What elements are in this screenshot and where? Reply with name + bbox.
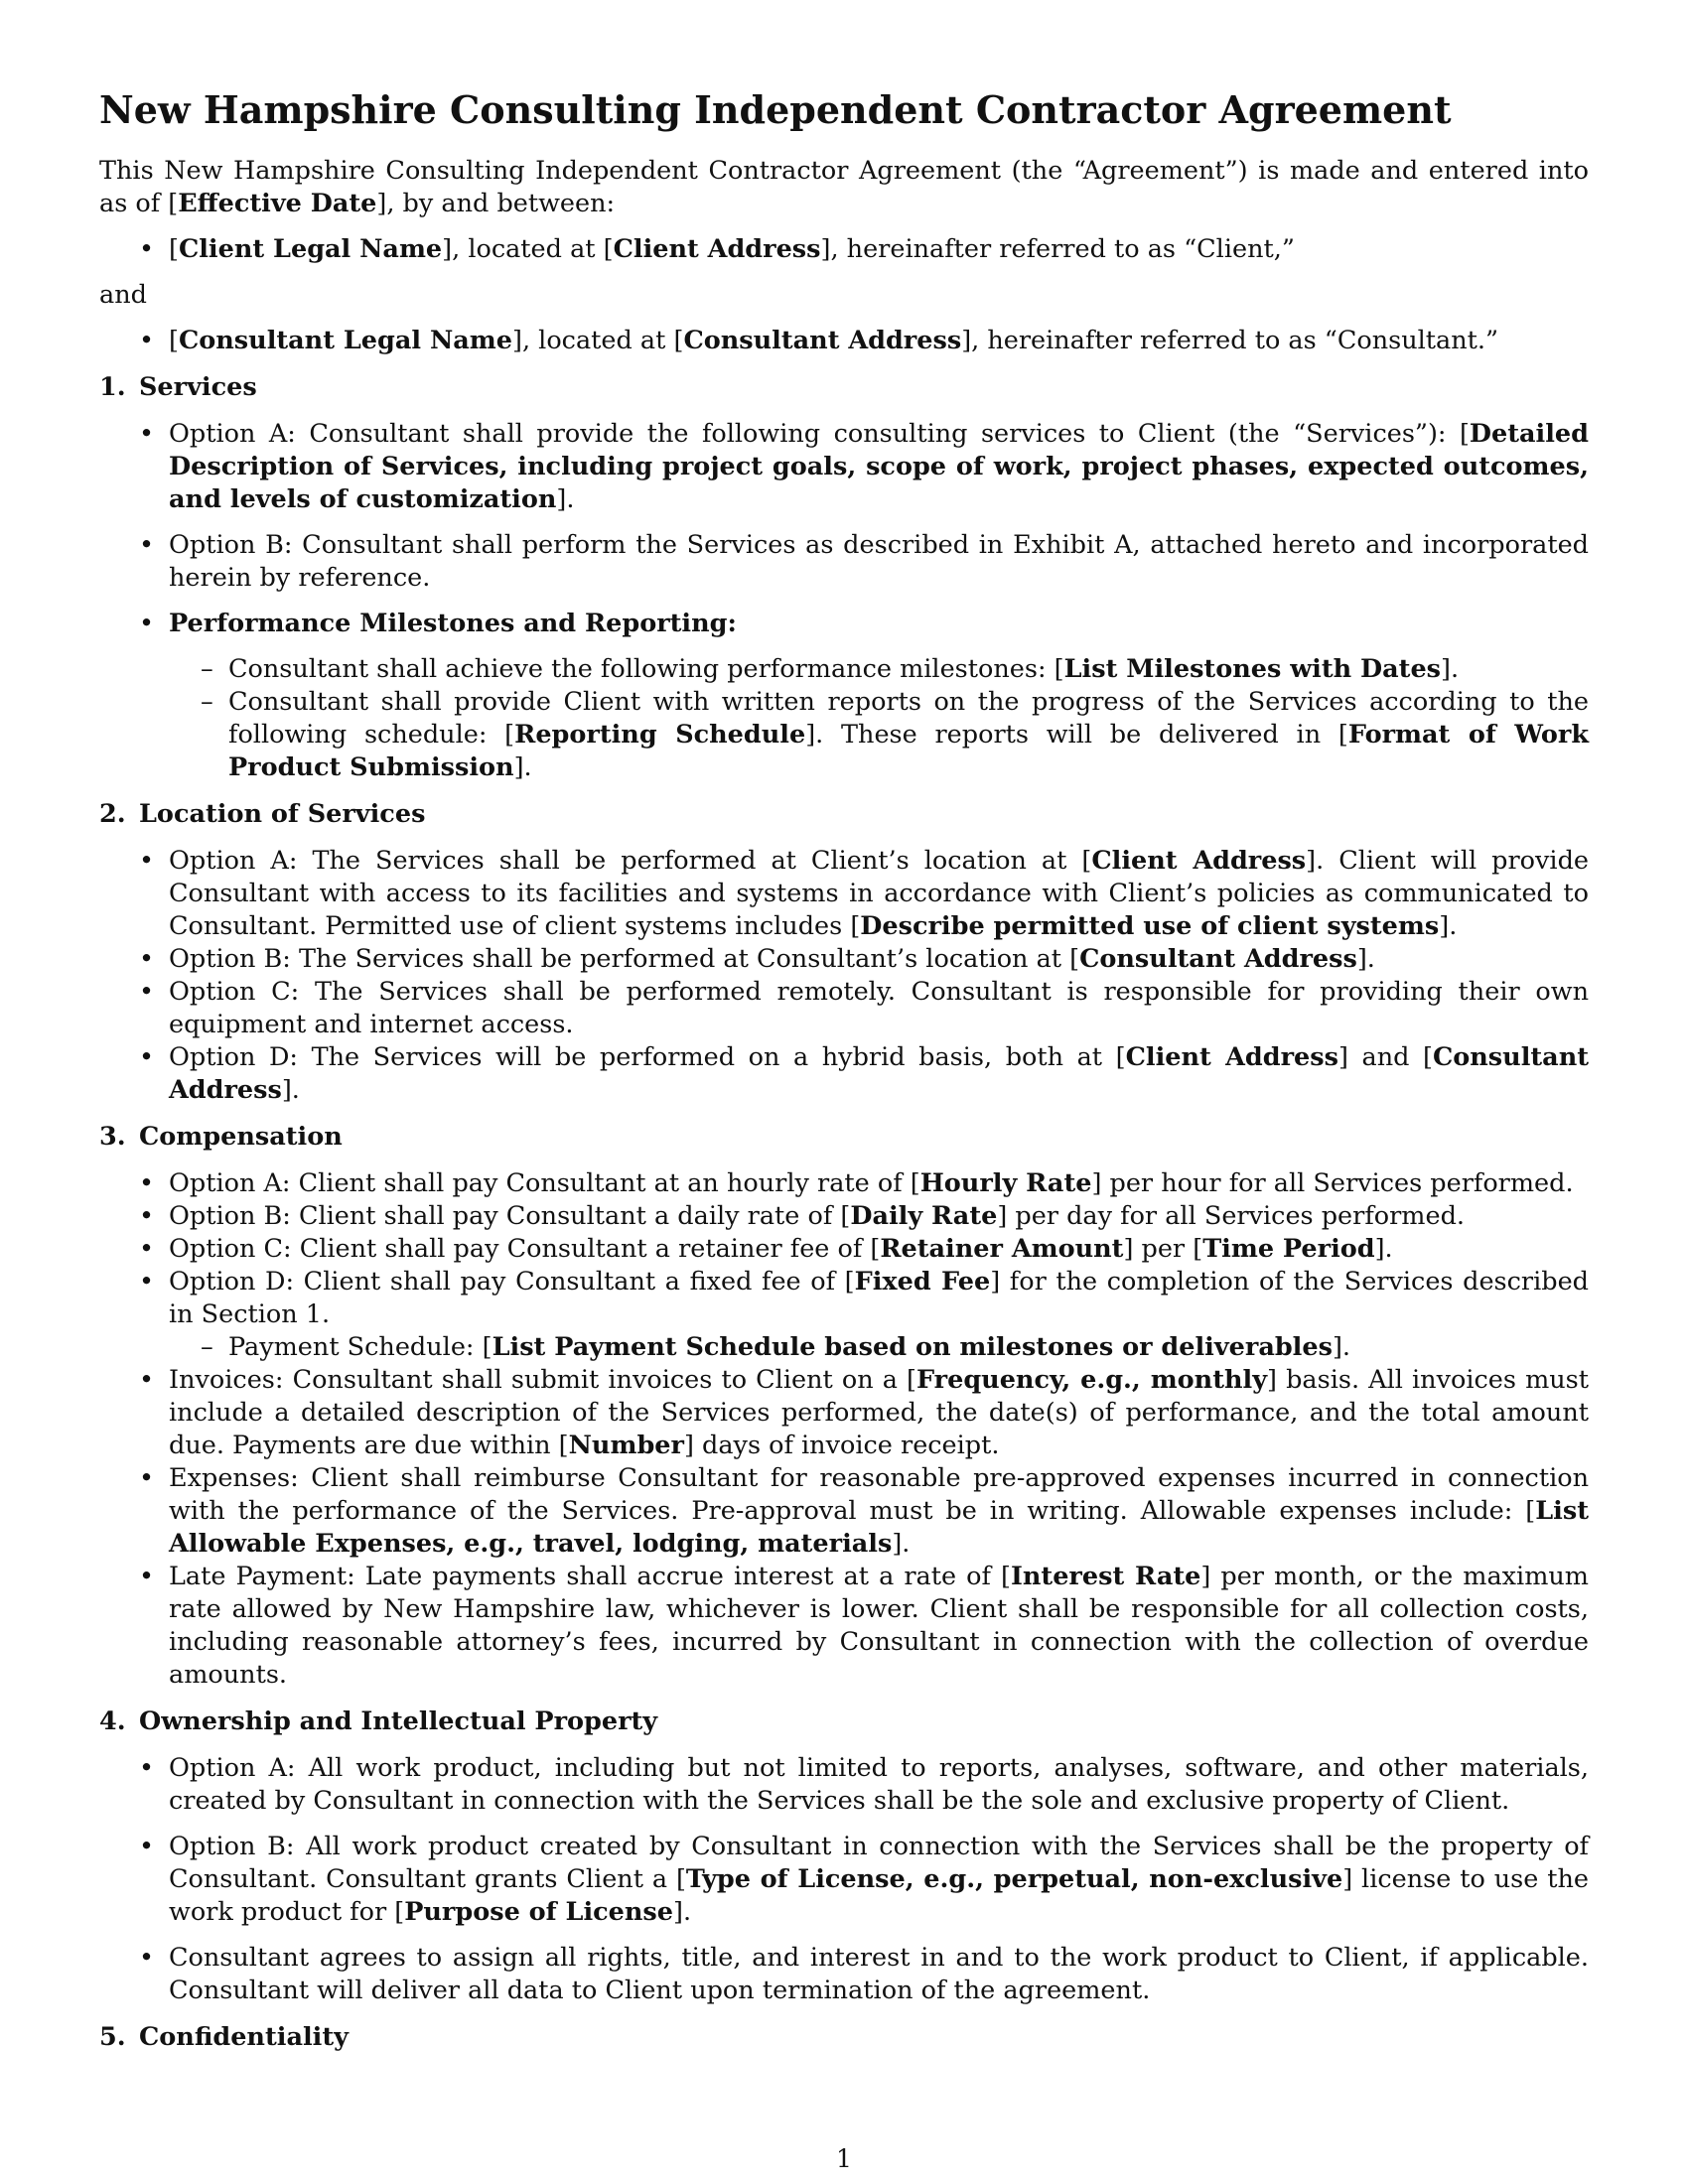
list-item <box>99 1233 1589 1266</box>
list-item: • Option C: The Services shall be performed remotely. Consultant is responsible for providing their own equipment and internet access. <box>99 976 1589 1041</box>
list-item <box>99 1167 1589 1200</box>
section-number: 2. <box>99 799 126 829</box>
text: Option B: Client shall pay Consultant a daily rate of [ <box>169 1201 851 1231</box>
text: ], located at [ <box>442 234 614 264</box>
text: ], hereinafter referred to as “Client,” <box>820 234 1295 264</box>
document-page <box>99 87 1589 2068</box>
text: ]. <box>1441 654 1460 684</box>
section-heading-services <box>99 371 1589 404</box>
section-number: 5. <box>99 2022 126 2052</box>
text: Option D: The Services will be performed on a hybrid basis, both at [ <box>169 1042 1126 1072</box>
sub-list-item <box>99 1331 1589 1364</box>
text: ]. <box>673 1897 692 1927</box>
placeholder-field: Consultant Legal Name <box>178 326 512 355</box>
text: ]. <box>556 484 575 514</box>
section-number: 3. <box>99 1122 126 1152</box>
placeholder-field: Client Address <box>1091 846 1307 876</box>
section-title: Location of Services <box>139 799 426 829</box>
placeholder-field: Client Address <box>1125 1042 1338 1072</box>
section-heading-ownership <box>99 1706 1589 1738</box>
placeholder-field: Format of Work Product Submission <box>228 720 1590 782</box>
text: Payment Schedule: [ <box>228 1332 492 1362</box>
text: Option B: All work product created by Consultant in connection with the Services shall be the property of Consultant. Consultant grants Client a [ <box>169 1832 1589 1894</box>
list-item <box>99 1041 1589 1107</box>
list-item: • Consultant agrees to assign all rights, title, and interest in and to the work product to Client, if applicable. Consultant will deliver all data to Client upon termination of the agreement. <box>99 1942 1589 2007</box>
text: ]. These reports will be delivered in [ <box>805 720 1348 750</box>
text: ] per day for all Services performed. <box>997 1201 1466 1231</box>
text: ] per [ <box>1123 1234 1203 1264</box>
text: Option A: The Services shall be performed at Client’s location at [ <box>169 846 1092 876</box>
subheading: Performance Milestones and Reporting: <box>169 609 737 638</box>
placeholder-field: Fixed Fee <box>854 1267 991 1297</box>
text: ]. Client will provide Consultant with access to its facilities and systems in accordance with Client’s policies as communicated to Consultant. Permitted use of client systems includes [ <box>169 846 1590 941</box>
section-number: 4. <box>99 1706 126 1736</box>
placeholder-field: Client Address <box>613 234 821 264</box>
placeholder-field: Interest Rate <box>1010 1562 1201 1591</box>
text: ]. <box>1374 1234 1393 1264</box>
text: ]. <box>281 1075 300 1105</box>
placeholder-field: Consultant Address <box>683 326 962 355</box>
sub-list-item <box>99 686 1589 784</box>
placeholder-field: Type of License, e.g., perpetual, non-exclusive <box>685 1864 1343 1894</box>
list-item: • Option A: All work product, including but not limited to reports, analyses, software, and other materials, created by Consultant in connection with the Services shall be the sole and exclusive property of Client. <box>99 1752 1589 1818</box>
text: ], hereinafter referred to as “Consultant.” <box>961 326 1499 355</box>
text: ]. <box>1332 1332 1350 1362</box>
text: ] per month, or the maximum rate allowed by New Hampshire law, whichever is lower. Client shall be responsible for all collection costs, including reasonable attorney’s fees, incurred by Consultant in connection with the collection of overdue amounts. <box>169 1562 1589 1690</box>
sub-list-item <box>99 653 1589 686</box>
text: ]. <box>513 752 532 782</box>
list-item <box>99 1831 1589 1929</box>
text: Invoices: Consultant shall submit invoices to Client on a [ <box>169 1365 917 1395</box>
text: Late Payment: Late payments shall accrue interest at a rate of [ <box>169 1562 1011 1591</box>
list-item <box>99 1561 1589 1692</box>
text: ]. <box>1439 911 1458 941</box>
placeholder-field: List Payment Schedule based on milestones or deliverables <box>492 1332 1333 1362</box>
document-title: New Hampshire Consulting Independent Contractor Agreement <box>99 87 1452 132</box>
list-item <box>99 418 1589 516</box>
placeholder-field: List Milestones with Dates <box>1063 654 1442 684</box>
text: Consultant shall achieve the following performance milestones: [ <box>228 654 1064 684</box>
placeholder-field: Effective Date <box>178 189 377 218</box>
list-item <box>99 845 1589 943</box>
text: Option D: Client shall pay Consultant a fixed fee of [ <box>169 1267 855 1297</box>
placeholder-field: Reporting Schedule <box>514 720 806 750</box>
list-item <box>99 608 1589 640</box>
placeholder-field: Frequency, e.g., monthly <box>916 1365 1268 1395</box>
section-heading-compensation <box>99 1121 1589 1154</box>
client-party-item <box>99 233 1589 266</box>
text: ], by and between: <box>376 189 616 218</box>
text: ]. <box>892 1529 911 1559</box>
text: ]. <box>1356 944 1375 974</box>
text: This New Hampshire Consulting Independent Contractor Agreement (the “Agreement”) is made and entered into as of [ <box>99 156 1589 218</box>
section-heading-confidentiality <box>99 2021 1589 2054</box>
list-item <box>99 1364 1589 1462</box>
text: Option A: Consultant shall provide the following consulting services to Client (the “Services”): [ <box>169 419 1470 449</box>
text: ] for the completion of the Services described in Section 1. <box>169 1267 1589 1329</box>
placeholder-field: Hourly Rate <box>919 1168 1092 1198</box>
text: Option A: Client shall pay Consultant at an hourly rate of [ <box>169 1168 920 1198</box>
placeholder-field: Purpose of License <box>404 1897 674 1927</box>
section-title: Ownership and Intellectual Property <box>139 1706 658 1736</box>
section-heading-location <box>99 798 1589 831</box>
placeholder-field: Client Legal Name <box>178 234 443 264</box>
placeholder-field: Retainer Amount <box>880 1234 1124 1264</box>
list-item <box>99 1266 1589 1331</box>
text: [ <box>169 326 179 355</box>
text: ] license to use the work product for [ <box>169 1864 1589 1927</box>
list-item <box>99 1200 1589 1233</box>
placeholder-field: Detailed Description of Services, including project goals, scope of work, project phases, expected outcomes, and levels of customization <box>169 419 1589 514</box>
text: Option B: The Services shall be performed at Consultant’s location at [ <box>169 944 1080 974</box>
placeholder-field: Consultant Address <box>1079 944 1357 974</box>
list-item <box>99 943 1589 976</box>
text: ] and [ <box>1337 1042 1433 1072</box>
list-item <box>99 1462 1589 1561</box>
intro-paragraph <box>99 155 1589 220</box>
section-number: 1. <box>99 372 126 402</box>
placeholder-field: List Allowable Expenses, e.g., travel, lodging, materials <box>169 1496 1589 1559</box>
section-title: Confidentiality <box>139 2022 349 2052</box>
text: ] days of invoice receipt. <box>683 1431 1000 1460</box>
page-number: 1 <box>836 2144 852 2173</box>
placeholder-field: Time Period <box>1202 1234 1375 1264</box>
placeholder-field: Number <box>568 1431 684 1460</box>
text: Expenses: Client shall reimburse Consultant for reasonable pre-approved expenses incurred in connection with the performance of the Services. Pre-approval must be in writing. Allowable expenses include: [ <box>169 1463 1589 1526</box>
text: Consultant shall provide Client with written reports on the progress of the Services according to the following schedule: [ <box>228 687 1589 750</box>
section-title: Services <box>139 372 257 402</box>
placeholder-field: Consultant Address <box>169 1042 1590 1105</box>
placeholder-field: Daily Rate <box>850 1201 998 1231</box>
text: Option C: Client shall pay Consultant a retainer fee of [ <box>169 1234 881 1264</box>
text: ] per hour for all Services performed. <box>1091 1168 1574 1198</box>
placeholder-field: Describe permitted use of client systems <box>860 911 1440 941</box>
consultant-party-item <box>99 325 1589 357</box>
list-item: • Option B: Consultant shall perform the Services as described in Exhibit A, attached hereto and incorporated herein by reference. <box>99 529 1589 595</box>
text: ], located at [ <box>512 326 684 355</box>
and-connector: and <box>99 280 147 310</box>
text: [ <box>169 234 179 264</box>
section-title: Compensation <box>139 1122 343 1152</box>
text: ] basis. All invoices must include a detailed description of the Services performed, the date(s) of performance, and the total amount due. Payments are due within [ <box>169 1365 1590 1460</box>
